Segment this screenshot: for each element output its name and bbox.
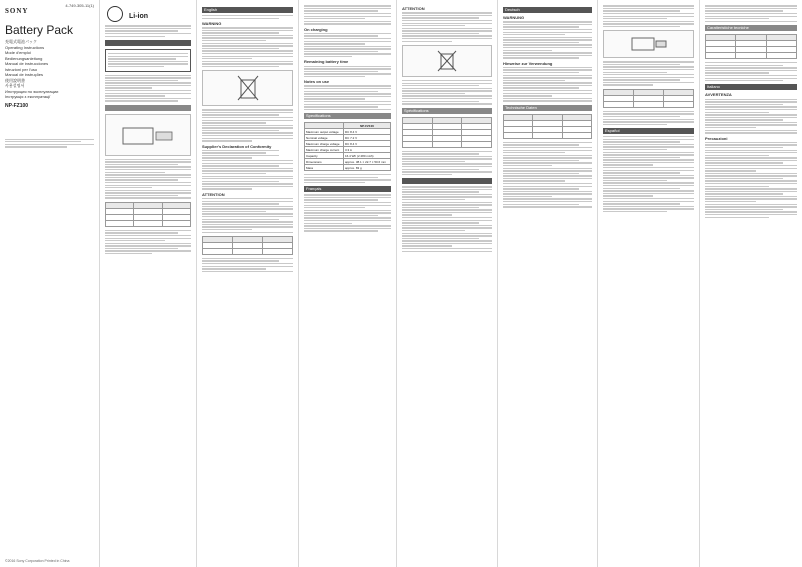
- language-item: 使用說明書: [5, 77, 25, 83]
- es-figure: [603, 30, 694, 58]
- english-column-2: [299, 0, 397, 567]
- it-text-a: [705, 5, 797, 22]
- fr-text-a: [402, 12, 492, 42]
- jp-text-block: [5, 139, 94, 148]
- en-body: [202, 109, 293, 141]
- spec-value: 16.4 Wh (2 280 mAh): [343, 153, 390, 159]
- de-text-a: [503, 21, 592, 58]
- charging-figure: [105, 114, 191, 156]
- cover-column: [0, 0, 100, 567]
- es-spec-table: [603, 89, 694, 108]
- doc-number: 4-749-305-11(1): [65, 3, 94, 8]
- language-item: Інструкція з експлуатації: [5, 94, 51, 99]
- spec-label: Mass: [305, 165, 344, 171]
- japanese-column: [100, 0, 197, 567]
- spec-value: DC 8.4 V: [343, 129, 390, 135]
- spec-table: [304, 122, 391, 171]
- german-heading: Deutsch: [503, 7, 592, 13]
- avvertenza-heading: AVVERTENZA: [705, 92, 732, 98]
- en-attention-text: [202, 198, 293, 233]
- it-text-b: [705, 62, 797, 81]
- french-heading: Français: [304, 186, 391, 192]
- hinweise-heading: Hinweise zur Verwendung: [503, 60, 553, 66]
- jp-heading-bar-2: [105, 105, 191, 111]
- model-number: NP-FZ100: [5, 102, 29, 109]
- jp-text-4: [105, 230, 191, 255]
- jp-text-3: [105, 159, 191, 199]
- language-item: Manual de instruções: [5, 72, 44, 77]
- it-spec-table: [705, 34, 797, 59]
- fr-disposal-figure: [402, 45, 492, 77]
- fr-spec-table: [402, 117, 492, 148]
- attention-heading: ATTENTION: [202, 191, 225, 197]
- en-remaining-text: [304, 66, 391, 78]
- recycle-icon: [107, 6, 123, 22]
- en-intro: [202, 15, 293, 19]
- warnung-heading: WARNUNG: [503, 15, 525, 20]
- liion-mark: Li-ion: [129, 12, 149, 20]
- remaining-heading: Remaining battery time: [304, 59, 349, 65]
- language-item: Manual de instrucciones: [5, 61, 49, 66]
- it-text-c: [705, 99, 797, 134]
- fr-spec-heading: Spécifications: [402, 108, 492, 114]
- en-small-table: [202, 236, 293, 255]
- use-heading: Notes on use: [304, 79, 330, 85]
- italian-heading: Italiano: [705, 84, 797, 90]
- fr-text-b: [402, 80, 492, 105]
- declaration-heading: Supplier's Declaration of Conformity: [202, 143, 272, 149]
- tech-heading: Technische Daten: [503, 105, 592, 111]
- english-column: [197, 0, 299, 567]
- jp-heading-bar: [105, 40, 191, 46]
- german-column: [498, 0, 598, 567]
- en-footer-text: [202, 258, 293, 272]
- jp-intro-text: [105, 25, 191, 37]
- spanish-heading: Español: [603, 128, 694, 134]
- disposal-figure: [202, 70, 293, 106]
- copyright: ©2016 Sony Corporation Printed in China: [5, 559, 70, 563]
- language-item: Bedienungsanleitung: [5, 55, 43, 61]
- caratteristiche-heading: Caratteristiche tecniche: [705, 25, 797, 31]
- en-text-a: [304, 5, 391, 24]
- es-text-a: [603, 5, 694, 27]
- language-list: [5, 39, 94, 100]
- de-text-b: [503, 67, 592, 102]
- product-title: Battery Pack: [5, 23, 74, 37]
- fr-intro-text: [304, 194, 391, 231]
- language-item: 充電式電池パック: [5, 39, 37, 44]
- en-warning-text: [202, 27, 293, 67]
- spec-label: Dimensions: [305, 159, 344, 165]
- jp-table: [105, 202, 191, 227]
- english-heading: English: [202, 7, 293, 13]
- spec-label: Nominal voltage: [305, 135, 344, 141]
- fr-text-c: [402, 151, 492, 176]
- jp-warning-box: [105, 49, 191, 72]
- spec-value: approx. 38.1 × 22.7 × 50.6 mm: [343, 159, 390, 165]
- spanish-column: [598, 0, 700, 567]
- fr-heading-bar-2: [402, 178, 492, 184]
- language-item: 사용설명서: [5, 83, 25, 88]
- en-charging-text: [304, 33, 391, 58]
- jp-body-text: [105, 75, 191, 102]
- specifications-heading: Specifications: [304, 113, 391, 119]
- spec-header: NP-FZ100: [343, 123, 390, 129]
- it-text-d: [705, 142, 797, 218]
- spec-value: DC 7.2 V: [343, 135, 390, 141]
- spec-label: Maximum output voltage: [305, 129, 344, 135]
- spec-label: Maximum charge current: [305, 147, 344, 153]
- en-declaration-text: [202, 150, 293, 190]
- spec-value: 3.3 A: [343, 147, 390, 153]
- language-item: Operating Instructions: [5, 44, 45, 50]
- spec-value: DC 8.4 V: [343, 141, 390, 147]
- brand-logo: SONY: [5, 7, 29, 15]
- en-use-text: [304, 85, 391, 110]
- italian-column: [700, 0, 802, 567]
- es-text-c: [603, 111, 694, 125]
- spec-value: approx. 83 g: [343, 165, 390, 171]
- de-spec-table: [503, 114, 592, 139]
- en-spec-notes: [304, 174, 391, 183]
- es-text-d: [603, 136, 694, 212]
- fr-text-d: [402, 186, 492, 252]
- french-column: [397, 0, 498, 567]
- language-item: Mode d'emploi: [5, 50, 31, 55]
- language-item: Istruzioni per l'uso: [5, 66, 38, 72]
- de-text-c: [503, 142, 592, 208]
- es-text-b: [603, 61, 694, 86]
- warning-heading: WARNING: [202, 20, 222, 26]
- language-item: Инструкция по эксплуатации: [5, 88, 59, 94]
- spec-label: Capacity: [305, 153, 344, 159]
- charging-heading: On charging: [304, 26, 328, 32]
- spec-label: Maximum charge voltage: [305, 141, 344, 147]
- fr-attention-heading: ATTENTION: [402, 6, 425, 11]
- precauzioni-heading: Precauzioni: [705, 135, 728, 141]
